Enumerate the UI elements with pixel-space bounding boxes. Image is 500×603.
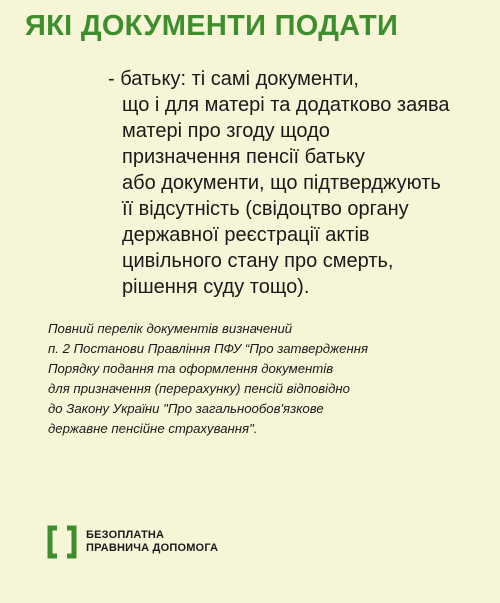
main-text-line: матері про згоду щодо (122, 120, 330, 142)
logo-wordmark (86, 529, 218, 555)
note-line: Повний перелік документів визначений (48, 321, 293, 336)
main-text-line: її відсутність (свідоцтво органу (122, 198, 409, 220)
note-line: державне пенсійне страхування". (48, 421, 258, 436)
main-text-line: призначення пенсії батьку (122, 146, 365, 168)
main-text-line: або документи, що підтверджують (122, 172, 441, 194)
main-text (108, 66, 488, 300)
note-line: п. 2 Постанови Правління ПФУ “Про затвердження (48, 341, 369, 356)
organization-logo (46, 525, 218, 559)
main-text-line: рішення суду тощо). (122, 276, 310, 298)
legal-basis-note (48, 319, 478, 439)
logo-line-2: ПРАВНИЧА ДОПОМОГА (86, 542, 219, 554)
note-line: Порядку подання та оформлення документів (48, 361, 334, 376)
main-text-line: державної реєстрації актів (122, 224, 370, 246)
note-line: для призначення (перерахунку) пенсій відповідно (48, 381, 350, 396)
main-text-line: що і для матері та додатково заява (122, 94, 450, 116)
logo-line-1: БЕЗОПЛАТНА (86, 529, 165, 541)
bracket-logo-icon (46, 525, 78, 559)
note-line: до Закону України "Про загальнообов'язкове (48, 401, 324, 416)
main-text-line: цивільного стану про смерть, (122, 250, 394, 272)
page-title: ЯКІ ДОКУМЕНТИ ПОДАТИ (25, 10, 399, 42)
main-text-line: - батьку: ті самі документи, (108, 68, 359, 90)
